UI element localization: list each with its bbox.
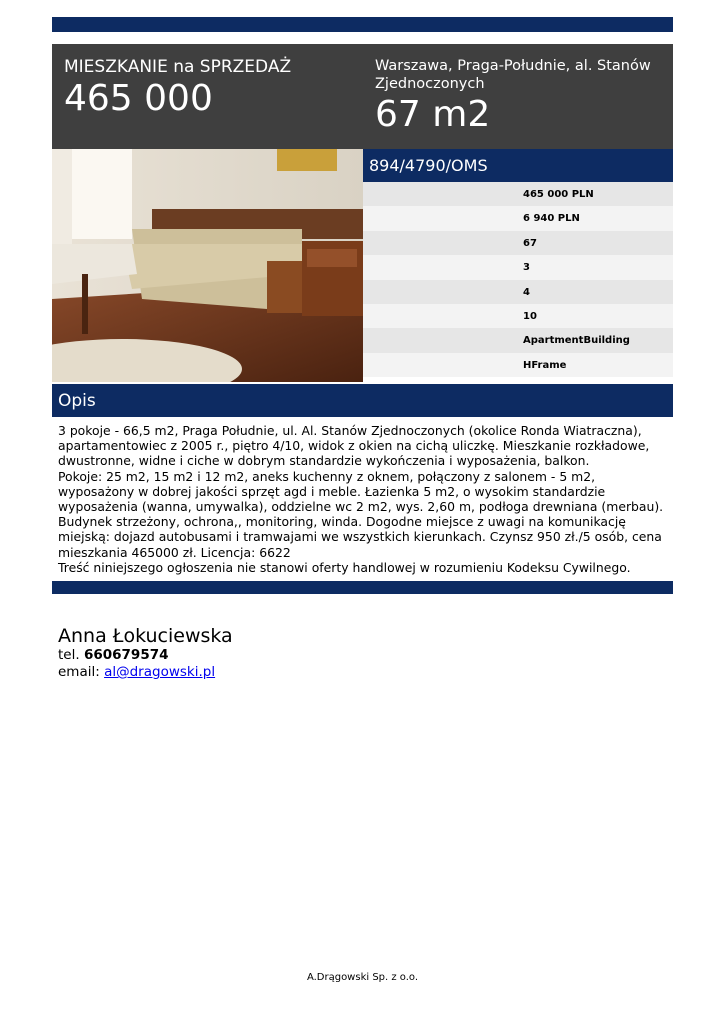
reference-header xyxy=(363,149,673,182)
param-row xyxy=(363,280,673,304)
offer-type: MIESZKANIE na SPRZEDAŻ xyxy=(64,57,292,77)
agent-phone xyxy=(58,647,169,663)
param-value: 4 xyxy=(523,286,530,298)
description-title: Opis xyxy=(58,391,96,411)
param-value: 6 940 PLN xyxy=(523,213,580,225)
param-value: 465 000 PLN xyxy=(523,189,594,200)
param-row xyxy=(363,353,673,377)
top-accent-bar xyxy=(52,17,673,32)
listing-header xyxy=(52,44,673,149)
param-row xyxy=(363,182,673,206)
param-row xyxy=(363,328,673,352)
description-text: 3 pokoje - 66,5 m2, Praga Południe, ul. Al. Stanów Zjednoczonych (okolice Ronda Wiatraczna), apartamentowiec z 2005 r., piętro 4/10, widok z okien na cichą uliczkę. Mieszkanie rozkładowe, dwustronne, widne i ciche w dobrym standardzie wykończenia i wyposażenia, balkon. Pokoje: 25 m2, 15 m2 i 12 m2, aneks kuchenny z oknem, połączony z salonem - 5 m2, wyposażony w dobrej jakości sprzęt agd i meble. Łazienka 5 m2, o wysokim standardzie wyposażenia (wanna, umywalka), oddzielne wc 2 m2, wys. 2,60 m, podłoga drewniana (merbau). Budynek strzeżony, ochrona,, monitoring, winda. Dogodne miejsce z uwagi na komunikację miejską: dojazd autobusami i tramwajami we wszystkich kierunkach. Czynsz 950 zł./5 osób, cena mieszkania 465000 zł. Licencja: 6622 Treść niniejszego ogłoszenia nie stanowi oferty handlowej w rozumieniu Kodeksu Cywilnego. xyxy=(58,423,664,575)
bottom-accent-bar xyxy=(52,581,673,594)
param-value: 67 xyxy=(523,237,537,249)
param-row xyxy=(363,206,673,230)
param-row xyxy=(363,231,673,255)
apartment-photo xyxy=(52,149,363,382)
param-row xyxy=(363,255,673,279)
location: Warszawa, Praga-Południe, al. Stanów Zjednoczonych xyxy=(375,58,651,92)
footer-company: A.Drągowski Sp. z o.o. xyxy=(306,972,419,983)
area-headline: 67 m2 xyxy=(375,94,491,135)
price-headline: 465 000 xyxy=(64,78,213,119)
phone-label: tel. xyxy=(58,647,80,663)
param-value: 3 xyxy=(523,262,530,274)
parameters-table xyxy=(363,182,673,377)
param-row xyxy=(363,304,673,328)
param-value: ApartmentBuilding xyxy=(523,335,630,347)
description-header xyxy=(52,384,673,417)
phone-number: 660679574 xyxy=(83,647,169,663)
email-link[interactable]: al@dragowski.pl xyxy=(104,664,216,680)
param-value: HFrame xyxy=(523,359,567,371)
email-label: email: xyxy=(58,664,100,680)
agent-name: Anna Łokuciewska xyxy=(58,625,233,647)
reference-number: 894/4790/OMS xyxy=(369,156,488,175)
param-value: 10 xyxy=(523,310,537,322)
agent-email xyxy=(58,664,215,680)
